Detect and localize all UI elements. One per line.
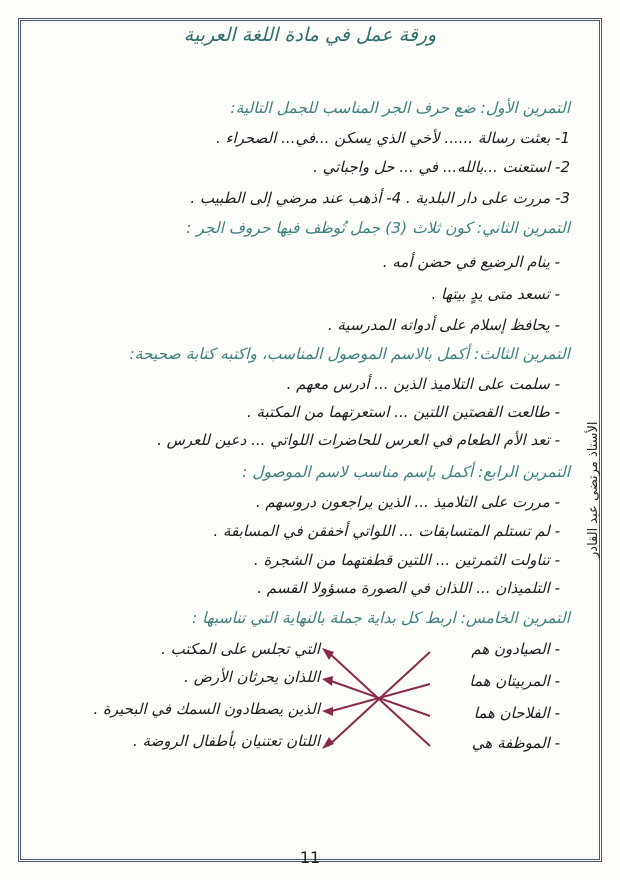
ex3-line-1: - سلمت على التلاميذ الذين ... أدرس معهم . <box>286 375 560 393</box>
teacher-name: الأستاذ مرتضى عبد القادر <box>586 421 601 559</box>
match-start-3: - الفلاحان هما <box>473 704 560 722</box>
match-start-1: - الصيادون هم <box>471 640 560 658</box>
ex4-line-4: - التلميذان ... اللذان في الصورة مسؤولا القسم . <box>257 579 560 597</box>
ex4-heading: التمرين الرابع: أكمل بإسم مناسب لاسم الموصول : <box>242 463 570 481</box>
page-number: 11 <box>299 848 321 867</box>
match-start-2: - المربيتان هما <box>469 672 560 690</box>
match-end-1: التي تجلس على المكتب . <box>161 640 320 658</box>
ex4-line-1: - مررت على التلاميذ ... الذين يراجعون دروسهم . <box>255 493 560 511</box>
ex3-line-3: - تعد الأم الطعام في العرس للحاضرات اللواتي ... دعين للعرس . <box>157 431 560 449</box>
ex3-heading: التمرين الثالث: أكمل بالاسم الموصول المناسب، واكتبه كتابة صحيحة: <box>129 345 570 363</box>
ex4-line-3: - تناولت الثمرتين ... اللتين قطفتهما من الشجرة . <box>253 551 560 569</box>
ex1-line-3: 3- مررت على دار البلدية . 4- أذهب عند مرضي إلى الطبيب . <box>190 189 570 207</box>
ex2-line-1: - ينام الرضيع في حضن أمه . <box>382 253 560 271</box>
page-title: ورقة عمل في مادة اللغة العربية <box>183 24 437 46</box>
ex1-line-1: 1- بعثت رسالة ...... لأخي الذي يسكن ...في... الصحراء . <box>215 129 570 147</box>
ex3-line-2: - طالعت القصتين اللتين ... استعرتهما من المكتبة . <box>246 403 560 421</box>
ex1-heading: التمرين الأول: ضع حرف الجر المناسب للجمل التالية: <box>230 99 570 117</box>
match-end-2: اللذان يحرثان الأرض . <box>184 668 320 686</box>
ex2-line-2: - تسعد متى يدٍ بيتها . <box>431 285 560 303</box>
match-start-4: - الموظفة هي <box>471 734 560 752</box>
ex4-line-2: - لم تستلم المتسابقات ... اللواتي أخفقن في المسابقة . <box>213 522 560 540</box>
ex1-line-2: 2- استعنت ...بالله... في ... حل واجباتي . <box>313 158 570 176</box>
ex5-heading: التمرين الخامس: اربط كل بداية جملة بالنهاية التي تناسبها : <box>191 609 570 627</box>
match-end-4: اللتان تعتنيان بأطفال الروضة . <box>132 732 320 750</box>
ex2-line-3: - يحافظ إسلام على أدواته المدرسية . <box>327 316 560 334</box>
ex2-heading: التمرين الثاني: كون ثلاث (3) جمل تُوظف فيها حروف الجر : <box>186 219 570 237</box>
match-end-3: الذين يصطادون السمك في البحيرة . <box>93 700 320 718</box>
